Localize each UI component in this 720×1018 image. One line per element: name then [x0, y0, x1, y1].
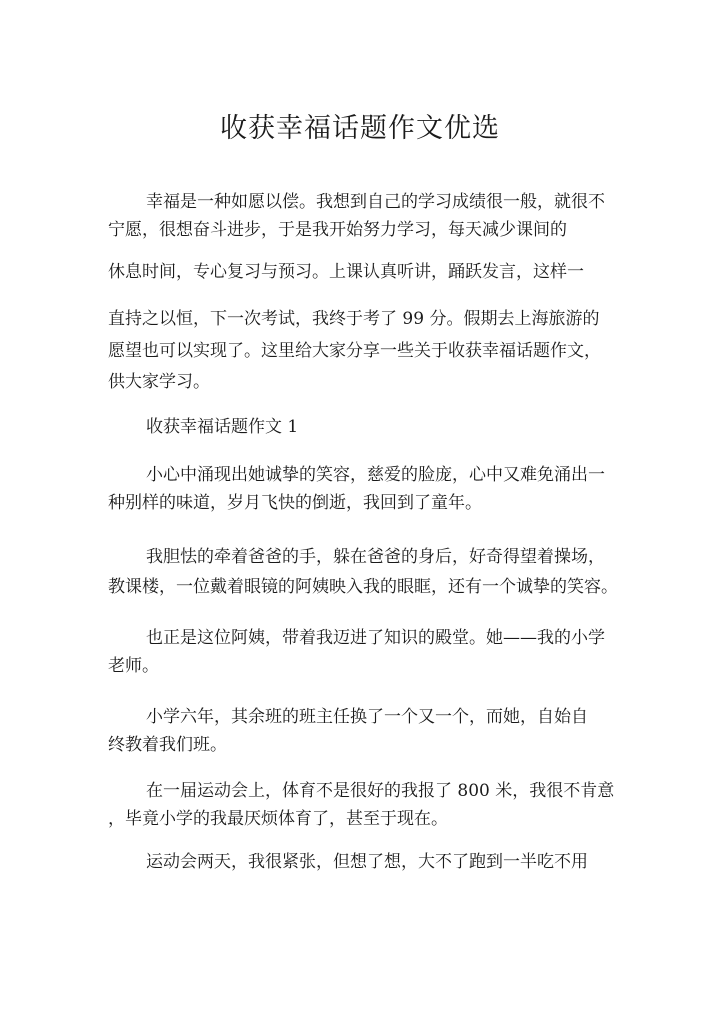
- text-line: 直持之以恒，下一次考试，我终于考了 99 分。假期去上海旅游的: [108, 309, 600, 329]
- text-line: 也正是这位阿姨，带着我迈进了知识的殿堂。她——我的小学: [146, 628, 605, 648]
- section-heading: 收获幸福话题作文 1: [146, 417, 299, 437]
- text-line: 愿望也可以实现了。这里给大家分享一些关于收获幸福话题作文，: [108, 341, 601, 361]
- text-line: 休息时间，专心复习与预习。上课认真听讲，踊跃发言，这样一: [108, 262, 584, 282]
- text-line: ，毕竟小学的我最厌烦体育了，甚至于现在。: [108, 809, 448, 829]
- text-line: 供大家学习。: [108, 372, 210, 392]
- text-line: 运动会两天，我很紧张，但想了想，大不了跑到一半吃不用: [146, 852, 588, 872]
- text-line: 小学六年，其余班的班主任换了一个又一个，而她，自始自: [146, 707, 588, 727]
- text-line: 在一届运动会上，体育不是很好的我报了 800 米，我很不肯意: [146, 781, 615, 801]
- text-line: 种别样的味道，岁月飞快的倒逝，我回到了童年。: [108, 493, 482, 513]
- text-line: 老师。: [108, 656, 159, 676]
- text-line: 幸福是一种如愿以偿。我想到自己的学习成绩很一般，就很不: [146, 192, 605, 212]
- text-line: 我胆怯的牵着爸爸的手，躲在爸爸的身后，好奇得望着操场，: [146, 547, 605, 567]
- text-line: 宁愿，很想奋斗进步，于是我开始努力学习，每天减少课间的: [108, 220, 567, 240]
- text-line: 教课楼，一位戴着眼镜的阿姨映入我的眼眶，还有一个诚挚的笑容。: [108, 577, 618, 597]
- text-line: 终教着我们班。: [108, 735, 227, 755]
- document-title: 收获幸福话题作文优选: [220, 113, 500, 144]
- text-line: 小心中涌现出她诚挚的笑容，慈爱的脸庞，心中又难免涌出一: [146, 465, 605, 485]
